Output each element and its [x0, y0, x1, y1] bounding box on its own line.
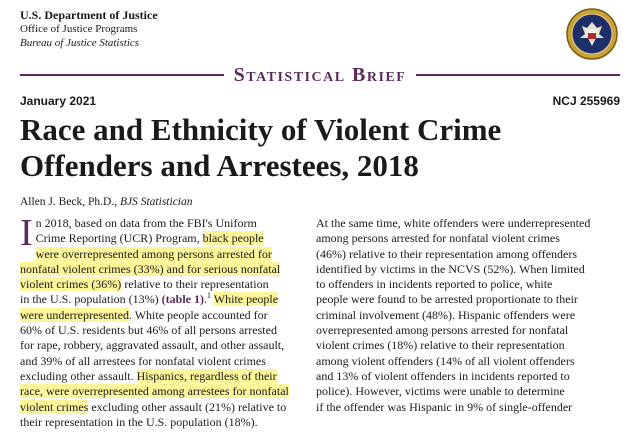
text-line: overrepresented among persons arrested for nonfatal [316, 323, 569, 338]
text-line: identified by victims in the NCVS (52%). When limited [316, 261, 585, 276]
banner-label: Statistical Brief [224, 64, 417, 86]
agency-name: U.S. Department of Justice [20, 8, 158, 22]
text-line: police). However, victims were unable to determine [316, 384, 565, 399]
text-line: (46%) relative to their representation among offenders [316, 246, 578, 261]
text-line [20, 369, 302, 384]
text-line: At the same time, white offenders were underrepresented [316, 216, 591, 230]
text-span: in the U.S. population (13%) [20, 292, 162, 307]
highlighted-text: violent crimes [20, 399, 89, 414]
publication-date: January 2021 [20, 94, 97, 108]
text-line: to offenders in incidents reported to police, white [316, 277, 553, 292]
text-line: 60% of U.S. residents but 46% of all persons arrested [20, 323, 277, 338]
report-id: NCJ 255969 [552, 94, 620, 108]
agency-block [20, 8, 158, 50]
title-line-1: Race and Ethnicity of Violent Crime [20, 112, 502, 147]
highlighted-text: nonfatal violent crimes (33%) and for serious nonfatal [20, 261, 281, 276]
right-column [316, 216, 598, 415]
text-line: and 39% of all arrestees for nonfatal violent crimes [20, 353, 266, 368]
text-line: among violent offenders (14% of all violent offenders [316, 353, 575, 368]
text-line [20, 384, 302, 399]
footnote-marker[interactable]: 1 [206, 291, 211, 301]
text-line: if the offender was Hispanic in 9% of single-offender [316, 399, 573, 414]
bureau-name: Bureau of Justice Statistics [20, 37, 140, 49]
left-column [20, 212, 302, 430]
office-name: Office of Justice Programs [20, 23, 138, 35]
highlighted-text: violent crimes (36%) [20, 277, 122, 292]
author-line [20, 196, 193, 208]
highlighted-text: Hispanics, regardless of their [136, 368, 277, 383]
drop-cap: I [20, 212, 33, 254]
table-reference-link[interactable]: (table 1) [161, 292, 204, 307]
text-line: n 2018, based on data from the FBI's Uniform [35, 216, 257, 230]
doj-seal-icon [566, 8, 618, 60]
text-span: . [203, 292, 207, 307]
text-span: excluding other assault. [20, 368, 137, 383]
text-line: people were found to be arrested proportionate to their [316, 292, 578, 307]
text-line [20, 262, 302, 277]
text-line: and 13% of violent offenders in incidents reported to [316, 368, 570, 383]
text-line [20, 277, 302, 292]
highlighted-text: were overrepresented among persons arrested for [35, 246, 272, 261]
text-line [20, 292, 302, 307]
title-line-2: Offenders and Arrestees, 2018 [20, 148, 419, 183]
text-line: for rape, robbery, aggravated assault, and other assault, [20, 338, 285, 353]
text-line: their representation in the U.S. population (18%). [20, 414, 258, 429]
text-line [20, 247, 302, 262]
text-span: . White people accounted for [128, 307, 268, 322]
text-line: among persons arrested for nonfatal violent crimes [316, 231, 560, 246]
author-name: Allen J. Beck, Ph.D., [20, 196, 120, 208]
page-title [20, 112, 620, 184]
text-line [20, 400, 302, 415]
author-role: BJS Statistician [119, 196, 193, 208]
highlighted-text: black people [202, 231, 264, 246]
text-span: excluding other assault (21%) relative to [88, 399, 287, 414]
text-span: Crime Reporting (UCR) Program, [35, 231, 203, 246]
text-line [20, 308, 302, 323]
statistical-brief-banner [0, 64, 640, 87]
highlighted-text: White people [213, 292, 279, 307]
text-span: relative to their representation [121, 277, 269, 292]
text-line [20, 231, 302, 246]
highlighted-text: were underrepresented [20, 307, 129, 322]
text-line: criminal involvement (48%). Hispanic offenders were [316, 307, 576, 322]
highlighted-text: race, were overrepresented among arrestees for nonfatal [20, 384, 289, 399]
text-line: violent crimes (18%) relative to their representation [316, 338, 565, 353]
